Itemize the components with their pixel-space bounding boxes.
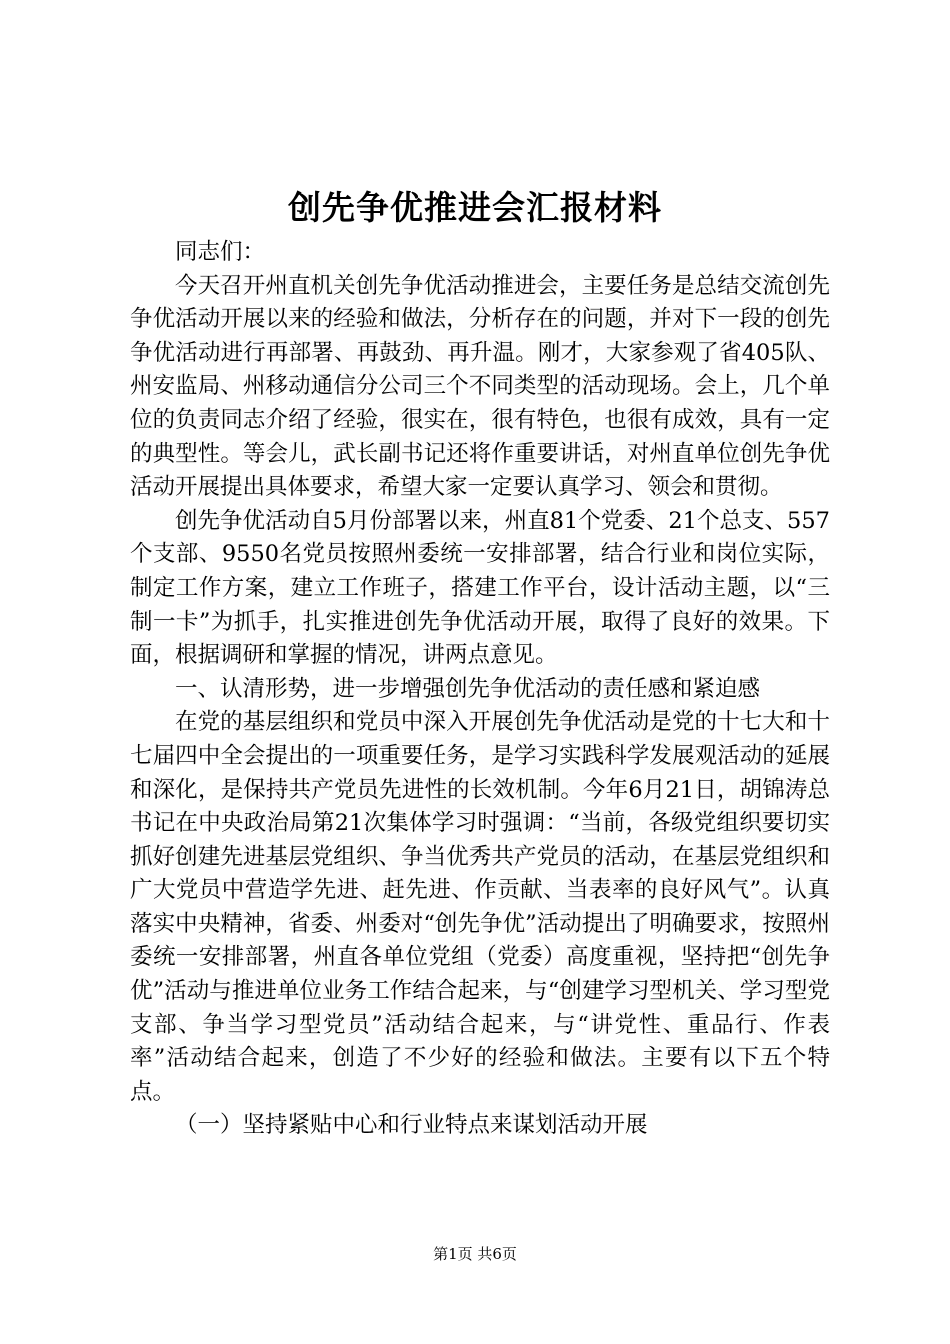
intro-paragraph: 今天召开州直机关创先争优活动推进会，主要任务是总结交流创先争优活动开展以来的经验和做法，分析存在的问题，并对下一段的创先争优活动进行再部署、再鼓劲、再升温。刚才，大家参观了省405队、州安监局、州移动通信分公司三个不同类型的活动现场。会上，几个单位的负责同志介绍了经验，很实在，很有特色，也很有成效，具有一定的典型性。等会儿，武长副书记还将作重要讲话，对州直单位创先争优活动开展提出具体要求，希望大家一定要认真学习、领会和贯彻。 bbox=[130, 272, 830, 501]
document-title: 创先争优推进会汇报材料 bbox=[288, 188, 662, 227]
salutation-paragraph: 同志们： bbox=[175, 239, 266, 265]
section-paragraph: 在党的基层组织和党员中深入开展创先争优活动是党的十七大和十七届四中全会提出的一项重要任务，是学习实践科学发展观活动的延展和深化，是保持共产党员先进性的长效机制。今年6月21日，胡锦涛总书记在中央政治局第21次集体学习时强调：“当前，各级党组织要切实抓好创建先进基层党组织、争当优秀共产党员的活动，在基层党组织和广大党员中营造学先进、赶先进、作贡献、当表率的良好风气”。认真落实中央精神，省委、州委对“创先争优”活动提出了明确要求，按照州委统一安排部署，州直各单位党组（党委）高度重视，坚持把“创先争优”活动与推进单位业务工作结合起来，与“创建学习型机关、学习型党支部、争当学习型党员”活动结合起来，与“讲党性、重品行、作表率”活动结合起来，创造了不少好的经验和做法。主要有以下五个特点。 bbox=[130, 709, 830, 1105]
overview-paragraph: 创先争优活动自5月份部署以来，州直81个党委、21个总支、557个支部、9550名党员按照州委统一安排部署，结合行业和岗位实际，制定工作方案，建立工作班子，搭建工作平台，设计活动主题，以“三制一卡”为抓手，扎实推进创先争优活动开展，取得了良好的效果。下面，根据调研和掌握的情况，讲两点意见。 bbox=[130, 507, 830, 669]
section-heading: 一、认清形势，进一步增强创先争优活动的责任感和紧迫感 bbox=[175, 675, 761, 702]
document-body bbox=[130, 236, 830, 1143]
subsection-heading: （一）坚持紧贴中心和行业特点来谋划活动开展 bbox=[175, 1112, 648, 1139]
page-footer: 第1页 共6页 bbox=[433, 1245, 517, 1263]
